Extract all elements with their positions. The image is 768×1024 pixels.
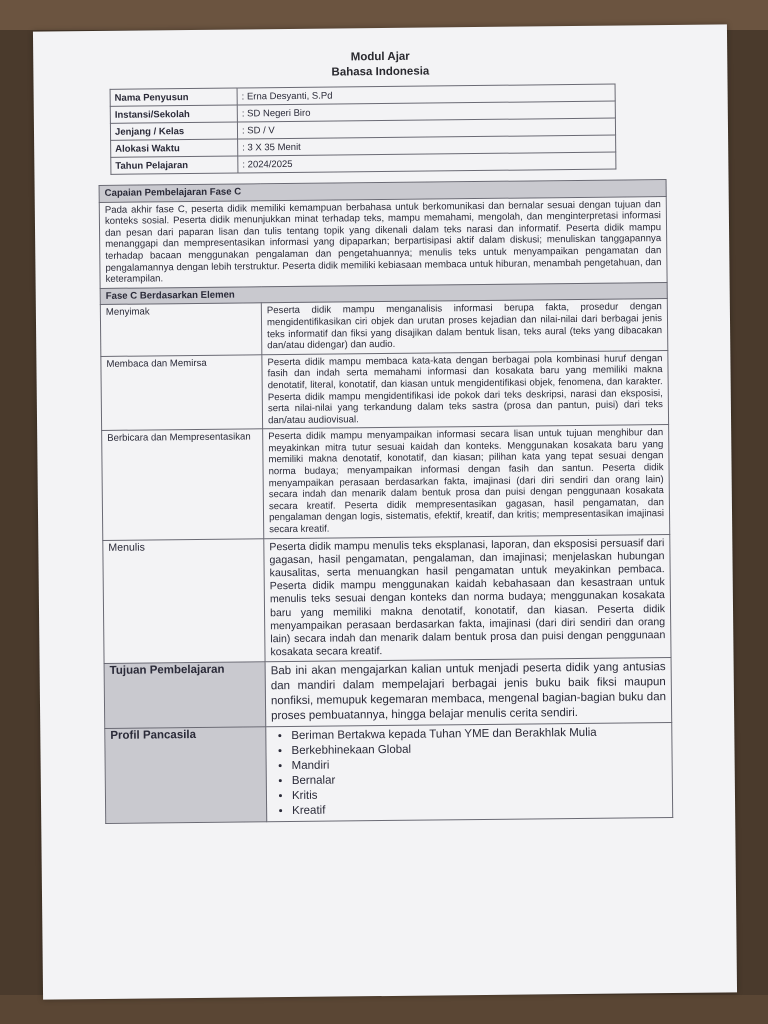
elemen-heading: Fase C Berdasarkan Elemen xyxy=(100,282,667,305)
table-row xyxy=(101,350,669,430)
info-label: Tahun Pelajaran xyxy=(111,156,238,174)
info-value: : Erna Desyanti, S.Pd xyxy=(237,84,615,105)
tujuan-text: Bab ini akan mengajarkan kalian untuk menjadi peserta didik yang antusias dan mandiri dalam mempelajari berbagai jenis buku baik fiksi maupun nonfiksi, memupuk kegemaran membaca, mengenal bagian-bagian buku dan proses pembuatannya, hingga belajar menulis cerita sendiri. xyxy=(265,658,672,726)
info-label: Nama Penyusun xyxy=(110,88,237,106)
elemen-label: Membaca dan Memirsa xyxy=(101,354,263,430)
table-row xyxy=(100,299,668,356)
list-item: • Kritis xyxy=(292,785,667,804)
table-row xyxy=(99,196,667,288)
capaian-text: Pada akhir fase C, peserta didik memiliki kemampuan berbahasa untuk berkomunikasi dan bernalar sesuai dengan tujuan dan konteks sosial. Peserta didik menunjukkan minat terhadap teks, mampu memahami, mengolah, dan menginterpretasi informasi dan pesan dari paparan lisan dan tulis tentang topik yang dikenali dalam teks narasi dan informatif. Peserta didik mampu menanggapi dan mempresentasikan informasi yang dipaparkan; berpartisipasi aktif dalam diskusi; menuliskan tanggapannya terhadap bacaan menggunakan pengalaman dan pengetahuannya; menulis teks untuk menyampaikan pengamatan dan pengalamannya dengan lebih terstruktur. Peserta didik memiliki kebiasaan membaca untuk hiburan, menambah pengetahuan, dan keterampilan. xyxy=(99,196,667,288)
elemen-description: Peserta didik mampu membaca kata-kata dengan berbagai pola kombinasi huruf dengan fasih dan indah serta memahami informasi dan kosakata baru yang memiliki makna denotatif, literal, konotatif, dan kiasan untuk mengidentifikasi objek, fenomena, dan karakter. Peserta didik mampu mengidentifikasi ide pokok dari teks deskripsi, narasi dan eksposisi, serta nilai-nilai yang terkandung dalam teks sastra (prosa dan pantun, puisi) dari teks dan/atau audiovisual. xyxy=(262,350,669,429)
table-row xyxy=(103,534,671,664)
elemen-label: Menulis xyxy=(103,538,265,664)
list-item: • Mandiri xyxy=(292,755,667,774)
profil-cell xyxy=(266,722,673,821)
info-label: Alokasi Waktu xyxy=(111,139,238,157)
info-value: : SD Negeri Biro xyxy=(237,101,615,122)
capaian-heading: Capaian Pembelajaran Fase C xyxy=(99,180,666,203)
elemen-description: Peserta didik mampu menganalisis informasi berupa fakta, prosedur dengan mengidentifikasikan ciri objek dan urutan proses kejadian dan nilai-nilai dari berbagai jenis teks informatif dan fiksi yang disajikan dalam bentuk lisan, teks aural (teks yang dibacakan dan/atau didengar) dan audio. xyxy=(261,299,668,355)
elemen-label: Menyimak xyxy=(100,303,262,356)
info-value: : 2024/2025 xyxy=(238,152,616,173)
document-subtitle: Bahasa Indonesia xyxy=(331,65,430,79)
elemen-label: Berbicara dan Mempresentasikan xyxy=(102,429,264,540)
document-page xyxy=(33,24,737,999)
info-label: Instansi/Sekolah xyxy=(110,105,237,123)
document-title-block xyxy=(33,46,727,83)
profil-list xyxy=(271,725,667,819)
document-title: Modul Ajar xyxy=(350,50,410,64)
info-value: : 3 X 35 Menit xyxy=(238,135,616,156)
list-item: • Bernalar xyxy=(292,770,667,789)
table-row xyxy=(102,425,670,540)
list-item: • Beriman Bertakwa kepada Tuhan YME dan Berakhlak Mulia xyxy=(291,725,666,744)
table-row xyxy=(104,658,672,728)
tujuan-label: Tujuan Pembelajaran xyxy=(104,662,266,728)
list-item: • Kreatif xyxy=(292,800,667,819)
info-value: : SD / V xyxy=(237,118,615,139)
profil-label: Profil Pancasila xyxy=(105,726,267,823)
table-row xyxy=(105,722,673,823)
info-label: Jenjang / Kelas xyxy=(110,122,237,140)
list-item: • Berkebhinekaan Global xyxy=(291,740,666,759)
identity-table xyxy=(110,84,617,175)
elemen-description: Peserta didik mampu menyampaikan informasi secara lisan untuk tujuan menghibur dan meyakinkan mitra tutur sesuai kaidah dan konteks. Menggunakan kosakata baru yang memiliki makna denotatif, konotatif, dan kiasan; pilihan kata yang tepat sesuai dengan norma budaya; menyampaikan informasi dengan fasih dan santun. Peserta didik menyampaikan perasaan berdasarkan fakta, imajinasi (dari diri sendiri dan orang lain) secara indah dan menarik dalam bentuk prosa dan puisi dengan penggunaan kosakata secara kreatif. Peserta didik mempresentasikan gagasan, hasil pengamatan, dan pengalaman dengan logis, sistematis, efektif, kreatif, dan kritis; mempresentasikan imajinasi secara kreatif. xyxy=(263,425,670,539)
curriculum-table xyxy=(99,179,674,824)
table-surface-bottom xyxy=(0,995,768,1024)
elemen-description: Peserta didik mampu menulis teks eksplanasi, laporan, dan eksposisi persuasif dari gagasan, hasil pengamatan, pengalaman, dan imajinasi; menjelaskan hubungan kausalitas, serta menuangkan hasil pengamatan untuk meyakinkan pembaca. Peserta didik mampu menggunakan kaidah kebahasaan dan kesastraan untuk menulis teks sesuai dengan konteks dan norma budaya; menggunakan kosakata baru yang memiliki makna denotatif, konotatif, dan kiasan. Peserta didik menyampaikan perasaan berdasarkan fakta, imajinasi (dari diri sendiri dan orang lain) secara indah dan menarik dalam bentuk prosa dan puisi dengan penggunaan kosakata secara kreatif. xyxy=(264,534,671,662)
